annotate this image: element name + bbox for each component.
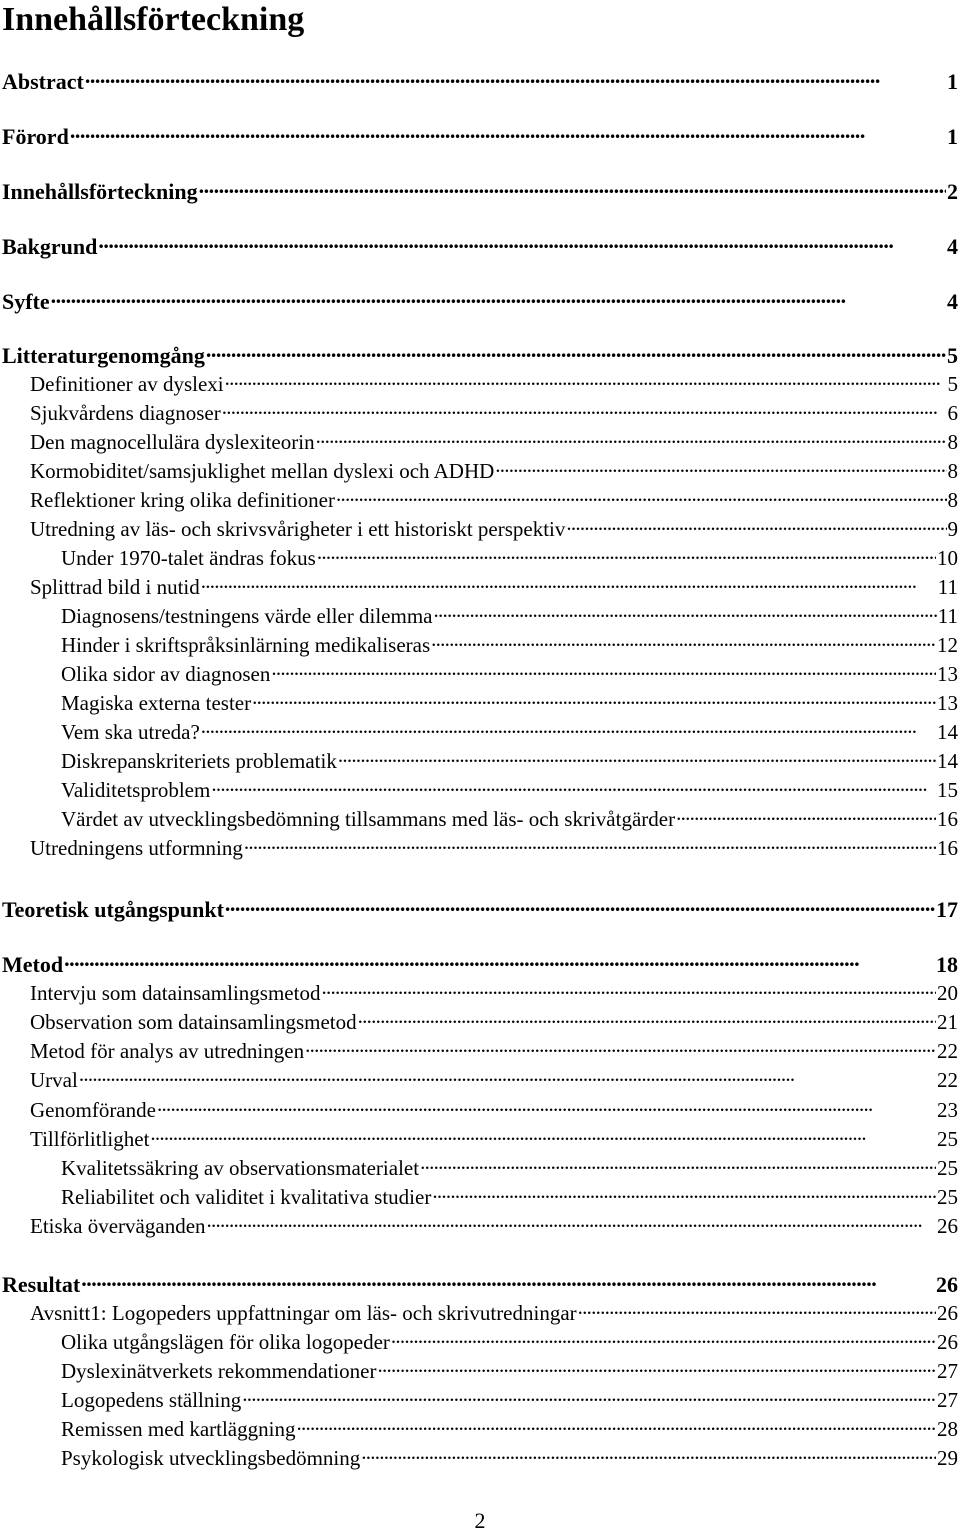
dot-leader — [361, 1444, 936, 1465]
toc-entry-label: Teoretisk utgångspunkt — [2, 897, 224, 922]
toc-entry-label: Remissen med kartläggning — [61, 1417, 296, 1441]
toc-entry-label: Diskrepanskriteriets problematik — [61, 749, 337, 773]
toc-entry-label: Reflektioner kring olika definitioner — [30, 488, 335, 512]
toc-entry-label: Den magnocellulära dyslexiteorin — [30, 430, 315, 454]
toc-entry-label: Förord — [2, 124, 69, 149]
toc-entry[interactable] — [61, 747, 958, 773]
dot-leader — [296, 1415, 936, 1436]
toc-entry-label: Värdet av utvecklingsbedömning tillsammans med läs- och skrivåtgärder — [61, 807, 676, 831]
toc-entry-page-number: 12 — [937, 633, 958, 657]
toc-entry-label: Sjukvårdens diagnoser — [30, 401, 221, 425]
toc-entry-label: Metod — [2, 952, 64, 977]
toc-entry-label: Etiska överväganden — [30, 1214, 206, 1238]
toc-entry-page-number: 16 — [937, 807, 958, 831]
toc-entry-label: Magiska externa tester — [61, 691, 252, 715]
dot-leader — [252, 689, 936, 710]
toc-entry-page-number: 4 — [947, 234, 958, 259]
toc-entry-page-number: 13 — [937, 662, 958, 686]
toc-entry-label: Olika utgångslägen för olika logopeder — [61, 1330, 390, 1354]
toc-entry[interactable] — [30, 1212, 958, 1238]
toc-entry[interactable] — [2, 177, 958, 203]
toc-entry-page-number: 6 — [947, 401, 958, 425]
toc-entry-label: Syfte — [2, 289, 50, 314]
toc-entry-page-number: 21 — [937, 1010, 958, 1034]
dot-leader — [81, 1270, 935, 1292]
dot-leader — [432, 1183, 936, 1204]
toc-entry[interactable] — [61, 1357, 958, 1383]
toc-entry-page-number: 17 — [936, 897, 958, 922]
toc-entry-page-number: 14 — [937, 720, 958, 744]
toc-entry[interactable] — [2, 341, 958, 367]
toc-entry-page-number: 1 — [947, 69, 958, 94]
toc-entry-label: Kvalitetssäkring av observationsmaterialet — [61, 1156, 420, 1180]
toc-entry-page-number: 11 — [937, 604, 958, 628]
dot-leader — [199, 177, 946, 199]
toc-entry[interactable] — [30, 370, 958, 396]
toc-entry-page-number: 25 — [937, 1127, 958, 1151]
dot-leader — [338, 747, 936, 768]
dot-leader — [377, 1357, 936, 1378]
dot-leader — [244, 834, 936, 855]
dot-leader — [391, 1328, 936, 1349]
toc-entry[interactable] — [61, 631, 958, 657]
toc-entry[interactable] — [61, 1154, 958, 1180]
toc-entry[interactable] — [61, 544, 958, 570]
toc-entry-page-number: 27 — [937, 1388, 958, 1412]
toc-entry[interactable] — [2, 122, 958, 148]
dot-leader — [676, 805, 936, 826]
toc-entry[interactable] — [61, 660, 958, 686]
dot-leader — [271, 660, 936, 681]
dot-leader — [150, 1125, 936, 1146]
toc-entry-page-number: 15 — [937, 778, 958, 802]
dot-leader — [242, 1386, 936, 1407]
dot-leader — [51, 287, 946, 309]
toc-entry-label: Logopedens ställning — [61, 1388, 242, 1412]
toc-entry-page-number: 1 — [947, 124, 958, 149]
toc-entry-label: Validitetsproblem — [61, 778, 211, 802]
dot-leader — [317, 544, 936, 565]
dot-leader — [225, 895, 935, 917]
toc-entry[interactable] — [61, 776, 958, 802]
dot-leader — [201, 573, 937, 594]
dot-leader — [336, 486, 947, 507]
dot-leader — [157, 1096, 936, 1117]
toc-entry-page-number: 27 — [937, 1359, 958, 1383]
toc-entry-label: Reliabilitet och validitet i kvalitativa studier — [61, 1185, 432, 1209]
dot-leader — [495, 457, 946, 478]
toc-entry-label: Urval — [30, 1068, 78, 1092]
toc-entry-page-number: 29 — [937, 1446, 958, 1470]
toc-entry[interactable] — [30, 399, 958, 425]
toc-entry-label: Intervju som datainsamlingsmetod — [30, 981, 321, 1005]
dot-leader — [578, 1299, 936, 1320]
toc-entry[interactable] — [61, 602, 958, 628]
toc-entry[interactable] — [30, 1008, 958, 1034]
toc-entry-label: Psykologisk utvecklingsbedömning — [61, 1446, 361, 1470]
toc-entry[interactable] — [2, 950, 958, 976]
toc-entry[interactable] — [30, 1066, 958, 1092]
toc-entry-label: Diagnosens/testningens värde eller dilemma — [61, 604, 433, 628]
toc-entry-label: Metod för analys av utredningen — [30, 1039, 305, 1063]
toc-entry[interactable] — [61, 1386, 958, 1412]
toc-entry-page-number: 8 — [947, 430, 958, 454]
dot-leader — [225, 370, 947, 391]
toc-entry-page-number: 14 — [937, 749, 958, 773]
toc-entry[interactable] — [61, 805, 958, 831]
dot-leader — [98, 232, 946, 254]
toc-entry-page-number: 25 — [937, 1185, 958, 1209]
toc-entry[interactable] — [2, 895, 958, 921]
toc-entry-page-number: 8 — [947, 488, 958, 512]
dot-leader — [433, 602, 936, 623]
toc-entry[interactable] — [61, 1444, 958, 1470]
toc-entry-page-number: 22 — [937, 1068, 958, 1092]
toc-entry-page-number: 11 — [937, 575, 958, 599]
toc-entry[interactable] — [61, 718, 958, 744]
dot-leader — [70, 122, 946, 144]
toc-entry[interactable] — [61, 1328, 958, 1354]
toc-entry-page-number: 22 — [937, 1039, 958, 1063]
dot-leader — [207, 1212, 936, 1233]
toc-entry[interactable] — [30, 979, 958, 1005]
toc-entry-label: Innehållsförteckning — [2, 179, 198, 204]
toc-entry-page-number: 26 — [937, 1330, 958, 1354]
toc-entry-page-number: 5 — [947, 343, 958, 368]
toc-entry-page-number: 25 — [937, 1156, 958, 1180]
dot-leader — [206, 341, 946, 363]
toc-entry-label: Vem ska utreda? — [61, 720, 200, 744]
dot-leader — [321, 979, 936, 1000]
dot-leader — [211, 776, 936, 797]
dot-leader — [431, 631, 936, 652]
toc-entry-label: Kormobiditet/samsjuklighet mellan dyslexi och ADHD — [30, 459, 495, 483]
toc-entry-label: Utredningens utformning — [30, 836, 243, 860]
dot-leader — [305, 1037, 936, 1058]
toc-entry-page-number: 23 — [937, 1098, 958, 1122]
toc-entry-label: Resultat — [2, 1272, 81, 1297]
toc-entry-page-number: 9 — [947, 517, 958, 541]
toc-entry-page-number: 5 — [947, 372, 958, 396]
page-number: 2 — [474, 1508, 486, 1533]
dot-leader — [566, 515, 946, 536]
toc-entry[interactable] — [61, 689, 958, 715]
toc-entry-label: Tillförlitlighet — [30, 1127, 150, 1151]
toc-entry-label: Splittrad bild i nutid — [30, 575, 200, 599]
dot-leader — [222, 399, 947, 420]
toc-entry-label: Under 1970-talet ändras fokus — [61, 546, 316, 570]
toc-entry-label: Dyslexinätverkets rekommendationer — [61, 1359, 377, 1383]
toc-entry[interactable] — [30, 573, 958, 599]
toc-entry[interactable] — [30, 457, 958, 483]
toc-entry-label: Bakgrund — [2, 234, 98, 259]
toc-entry-label: Olika sidor av diagnosen — [61, 662, 271, 686]
dot-leader — [201, 718, 936, 739]
toc-entry-page-number: 8 — [947, 459, 958, 483]
toc-entry-page-number: 28 — [937, 1417, 958, 1441]
toc-entry[interactable] — [61, 1183, 958, 1209]
toc-entry-label: Avsnitt1: Logopeders uppfattningar om läs- och skrivutredningar — [30, 1301, 577, 1325]
toc-entry[interactable] — [30, 1125, 958, 1151]
toc-entry-label: Observation som datainsamlingsmetod — [30, 1010, 357, 1034]
toc-entry[interactable] — [30, 1096, 958, 1122]
toc-entry-page-number: 13 — [937, 691, 958, 715]
toc-entry[interactable] — [30, 428, 958, 454]
toc-entry[interactable] — [30, 834, 958, 860]
toc-entry-page-number: 26 — [936, 1272, 958, 1297]
toc-entry-page-number: 16 — [937, 836, 958, 860]
toc-entry[interactable] — [2, 1270, 958, 1296]
toc-entry-page-number: 26 — [937, 1301, 958, 1325]
dot-leader — [79, 1066, 936, 1087]
toc-entry-page-number: 10 — [937, 546, 958, 570]
toc-entry[interactable] — [30, 1037, 958, 1063]
toc-entry[interactable] — [30, 515, 958, 541]
toc-entry[interactable] — [2, 67, 958, 93]
toc-entry-label: Abstract — [2, 69, 84, 94]
toc-entry[interactable] — [2, 232, 958, 258]
toc-entry-page-number: 18 — [936, 952, 958, 977]
toc-entry-page-number: 26 — [937, 1214, 958, 1238]
toc-entry-page-number: 20 — [937, 981, 958, 1005]
toc-entry-label: Genomförande — [30, 1098, 156, 1122]
dot-leader — [85, 67, 946, 89]
toc-entry[interactable] — [30, 486, 958, 512]
toc-entry-page-number: 4 — [947, 289, 958, 314]
toc-entry[interactable] — [61, 1415, 958, 1441]
toc-title: Innehållsförteckning — [2, 1, 305, 38]
dot-leader — [64, 950, 935, 972]
toc-entry[interactable] — [2, 287, 958, 313]
toc-entry-label: Utredning av läs- och skrivsvårigheter i ett historiskt perspektiv — [30, 517, 566, 541]
toc-entry-label: Litteraturgenomgång — [2, 343, 205, 368]
toc-entry[interactable] — [30, 1299, 958, 1325]
toc-entry-page-number: 2 — [947, 179, 958, 204]
dot-leader — [420, 1154, 936, 1175]
dot-leader — [358, 1008, 936, 1029]
dot-leader — [316, 428, 947, 449]
toc-entry-label: Definitioner av dyslexi — [30, 372, 224, 396]
toc-entry-label: Hinder i skriftspråksinlärning medikaliseras — [61, 633, 431, 657]
